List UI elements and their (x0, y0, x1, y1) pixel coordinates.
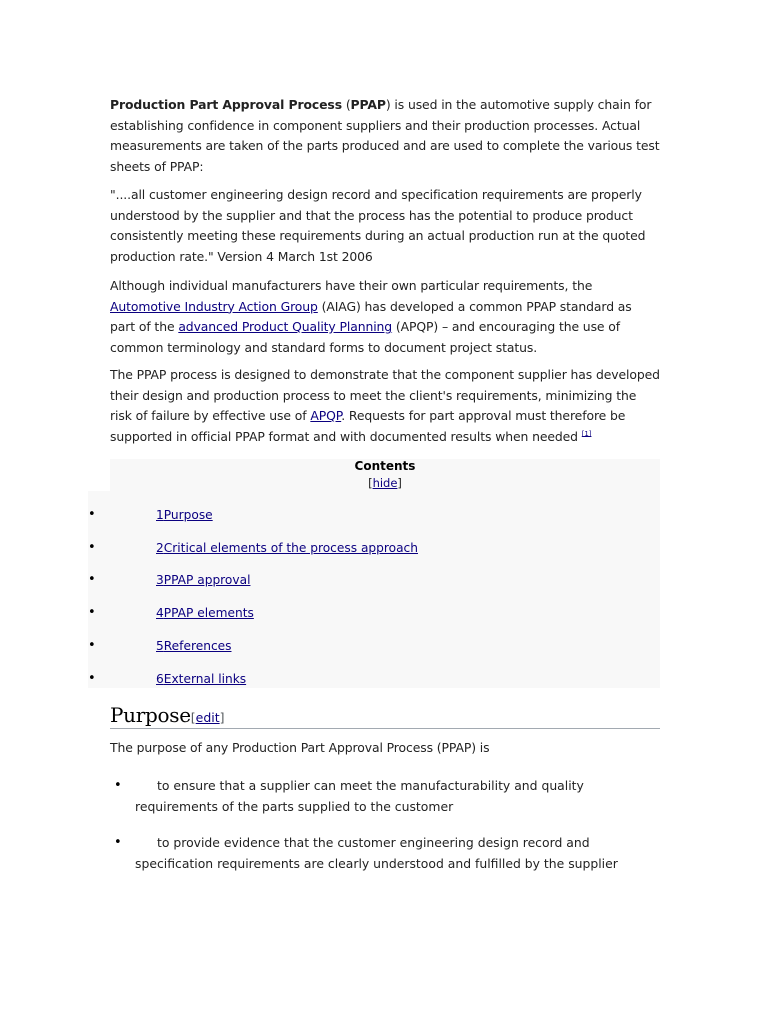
aiag-paragraph: Although individual manufacturers have their own particular requirements, the Automotive Industry Action Group (AIAG) has developed a common PPAP standard as part of the advanced Product Quality Planning (APQP) – and encouraging the use of common terminology and standard forms to document project status. (110, 278, 632, 355)
purpose-intro: The purpose of any Production Part Approval Process (PPAP) is (110, 740, 490, 755)
table-of-contents (88, 491, 660, 688)
edit-section: [edit] (190, 710, 225, 725)
bullet-icon: • (88, 638, 96, 653)
apqp-full-link[interactable]: advanced Product Quality Planning (178, 319, 393, 334)
bullet-icon: • (88, 507, 96, 522)
process-paragraph: The PPAP process is designed to demonstrate that the component supplier has developed their design and production process to meet the client's requirements, minimizing the risk of failure by effective use of APQP. Requests for part approval must therefore be supported in official PPAP format and with documented results when needed [1] (110, 367, 660, 444)
intro-term: Production Part Approval Process (110, 97, 342, 112)
toc-item-references[interactable] (88, 636, 660, 656)
intro-paragraph: Production Part Approval Process (PPAP) is used in the automotive supply chain for establishing confidence in component suppliers and their production processes. Actual measurements are taken of the parts produced and are used to complete the various test sheets of PPAP: (110, 97, 660, 174)
list-item-text: to ensure that a supplier can meet the manufacturability and quality requirements of the parts supplied to the customer (135, 778, 584, 814)
toc-title: Contents (354, 459, 416, 473)
bullet-icon: • (88, 540, 96, 555)
aiag-link[interactable]: Automotive Industry Action Group (110, 298, 318, 314)
quote-paragraph: "....all customer engineering design record and specification requirements are properly understood by the supplier and that the process has the potential to produce product consistently meeting these requirements during an actual production run at the quoted production rate." Version 4 March 1st 2006 (110, 187, 646, 264)
reference-1-link[interactable]: [1] (581, 429, 592, 438)
toc-toggle: [hide] (368, 476, 402, 490)
toc-item-ppap-elements[interactable] (88, 603, 660, 623)
toc-item-purpose[interactable] (88, 505, 660, 525)
section-heading-purpose (110, 701, 660, 729)
toc-link[interactable]: 4PPAP elements (156, 606, 254, 620)
toc-item-critical-elements[interactable] (88, 538, 660, 558)
bullet-icon: • (114, 835, 122, 850)
toc-link[interactable]: 3PPAP approval (156, 573, 251, 587)
toc-link[interactable]: 6External links (156, 672, 247, 686)
toc-link[interactable]: 1Purpose (156, 508, 213, 522)
toc-link[interactable]: 5References (156, 639, 232, 653)
toc-item-external-links[interactable] (88, 669, 660, 689)
apqp-link[interactable]: APQP (310, 408, 342, 423)
bullet-icon: • (88, 671, 96, 686)
edit-link[interactable]: edit (195, 710, 220, 725)
section-title: Purpose (110, 703, 191, 727)
intro-text: ) is used in the automotive supply chain for establishing confidence in component suppliers and their production processes. Actual measurements are taken of the parts produced and are used to complete the various test sheets of PPAP: (110, 97, 660, 174)
bullet-icon: • (88, 572, 96, 587)
toc-header (110, 459, 660, 491)
bullet-icon: • (114, 778, 122, 793)
toc-link[interactable]: 2Critical elements of the process approach (156, 541, 418, 555)
bullet-icon: • (88, 605, 96, 620)
toc-hide-link[interactable]: hide (372, 476, 398, 490)
intro-acronym: PPAP (350, 97, 386, 112)
toc-item-ppap-approval[interactable] (88, 570, 660, 590)
list-item-text: to provide evidence that the customer engineering design record and specification requirements are clearly understood and fulfilled by the supplier (135, 835, 618, 871)
